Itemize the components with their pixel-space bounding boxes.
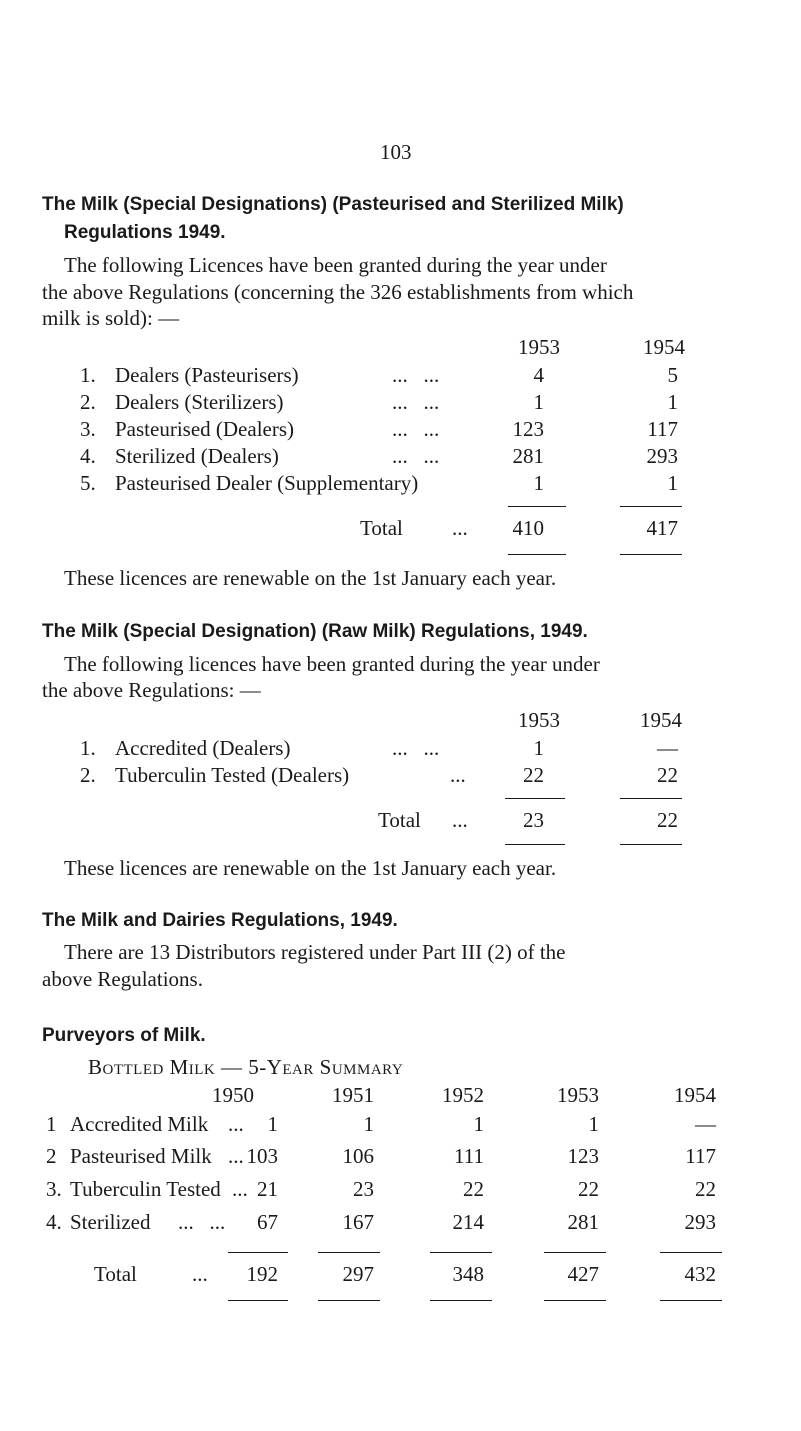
leader-dots: ... ...	[392, 417, 440, 441]
total-rule	[508, 554, 566, 555]
value-1954: 293	[684, 1210, 716, 1234]
value-1954: 1	[667, 390, 678, 414]
paragraph-line: The following licences have been granted during the year under	[64, 652, 600, 676]
total-rule	[318, 1300, 380, 1301]
section-heading: The Milk (Special Designation) (Raw Milk) Regulations, 1949.	[42, 621, 588, 642]
row-number: 2	[46, 1144, 57, 1168]
column-header-1954: 1954	[674, 1083, 716, 1107]
row-number: 5.	[80, 471, 96, 495]
row-label: Accredited (Dealers)	[115, 736, 291, 760]
leader-dots: ... ...	[392, 390, 440, 414]
value-1953: 1	[588, 1112, 599, 1136]
column-header-1950: 1950	[212, 1083, 254, 1107]
subtotal-rule	[505, 798, 565, 799]
value-1950: 103	[246, 1144, 278, 1168]
total-1954: 22	[657, 808, 678, 832]
subtotal-rule	[620, 798, 682, 799]
total-rule	[620, 554, 682, 555]
value-1953: 1	[533, 390, 544, 414]
value-1954: 117	[647, 417, 678, 441]
total-1950: 192	[246, 1262, 278, 1286]
row-label: Pasteurised Milk	[70, 1144, 212, 1168]
row-number: 2.	[80, 390, 96, 414]
value-1953: 4	[533, 363, 544, 387]
row-label: Tuberculin Tested	[70, 1177, 221, 1201]
row-number: 4.	[46, 1210, 62, 1234]
total-label: Total	[360, 516, 403, 540]
row-number: 3.	[80, 417, 96, 441]
value-1954: —	[695, 1112, 716, 1136]
total-1953: 427	[567, 1262, 599, 1286]
column-header-1954: 1954	[640, 708, 682, 732]
paragraph-line: the above Regulations: —	[42, 678, 261, 702]
value-1954: —	[657, 736, 678, 760]
value-1953: 123	[512, 417, 544, 441]
leader-dots: ...	[228, 1112, 244, 1136]
row-number: 1	[46, 1112, 57, 1136]
row-label: Tuberculin Tested (Dealers)	[115, 763, 350, 787]
column-header-1953: 1953	[518, 335, 560, 359]
leader-dots: ... ...	[392, 363, 440, 387]
section-heading-cont: Regulations 1949.	[64, 222, 226, 243]
table-title: Bottled Milk — 5-Year Summary	[88, 1055, 404, 1079]
total-1953: 23	[523, 808, 544, 832]
value-1953: 123	[567, 1144, 599, 1168]
row-number: 1.	[80, 363, 96, 387]
column-header-1952: 1952	[442, 1083, 484, 1107]
leader-dots: ... ...	[392, 736, 440, 760]
subtotal-rule	[318, 1252, 380, 1253]
value-1953: 1	[533, 736, 544, 760]
leader-dots: ...	[452, 516, 468, 540]
row-label: Dealers (Pasteurisers)	[115, 363, 299, 387]
section-heading: The Milk and Dairies Regulations, 1949.	[42, 910, 398, 931]
section-heading: The Milk (Special Designations) (Pasteurised and Sterilized Milk)	[42, 194, 624, 215]
paragraph-line: the above Regulations (concerning the 326 establishments from which	[42, 280, 634, 304]
value-1953: 1	[533, 471, 544, 495]
value-1953: 281	[567, 1210, 599, 1234]
paragraph-line: The following Licences have been granted during the year under	[64, 253, 607, 277]
leader-dots: ...	[192, 1262, 208, 1286]
value-1951: 1	[363, 1112, 374, 1136]
value-1952: 1	[473, 1112, 484, 1136]
row-number: 4.	[80, 444, 96, 468]
leader-dots: ...	[452, 808, 468, 832]
value-1954: 117	[685, 1144, 716, 1168]
value-1954: 22	[695, 1177, 716, 1201]
value-1950: 67	[257, 1210, 278, 1234]
section-heading: Purveyors of Milk.	[42, 1025, 206, 1046]
row-label: Pasteurised Dealer (Supplementary)	[115, 471, 419, 495]
value-1953: 22	[578, 1177, 599, 1201]
total-label: Total	[94, 1262, 137, 1286]
row-label: Sterilized	[70, 1210, 151, 1234]
value-1950: 21	[257, 1177, 278, 1201]
column-header-1953: 1953	[518, 708, 560, 732]
row-label: Dealers (Sterilizers)	[115, 390, 284, 414]
total-label: Total	[378, 808, 421, 832]
row-number: 3.	[46, 1177, 62, 1201]
renewal-note: These licences are renewable on the 1st January each year.	[64, 856, 557, 880]
subtotal-rule	[620, 506, 682, 507]
total-1952: 348	[452, 1262, 484, 1286]
leader-dots: ...	[232, 1177, 248, 1201]
total-1953: 410	[512, 516, 544, 540]
paragraph-line: milk is sold): —	[42, 306, 180, 330]
value-1951: 23	[353, 1177, 374, 1201]
row-number: 2.	[80, 763, 96, 787]
value-1953: 22	[523, 763, 544, 787]
value-1951: 167	[342, 1210, 374, 1234]
total-rule	[660, 1300, 722, 1301]
row-label: Pasteurised (Dealers)	[115, 417, 295, 441]
total-rule	[228, 1300, 288, 1301]
page-number: 103	[380, 140, 412, 164]
subtotal-rule	[544, 1252, 606, 1253]
paragraph-line: above Regulations.	[42, 967, 203, 991]
row-label: Sterilized (Dealers)	[115, 444, 279, 468]
subtotal-rule	[430, 1252, 492, 1253]
value-1954: 293	[646, 444, 678, 468]
row-number: 1.	[80, 736, 96, 760]
value-1953: 281	[512, 444, 544, 468]
row-label: Accredited Milk	[70, 1112, 209, 1136]
subtotal-rule	[660, 1252, 722, 1253]
value-1952: 214	[452, 1210, 484, 1234]
total-rule	[620, 844, 682, 845]
value-1954: 5	[667, 363, 678, 387]
value-1952: 111	[454, 1144, 484, 1168]
total-rule	[430, 1300, 492, 1301]
renewal-note: These licences are renewable on the 1st January each year.	[64, 566, 557, 590]
leader-dots: ... ...	[178, 1210, 226, 1234]
value-1950: 1	[267, 1112, 278, 1136]
value-1954: 1	[667, 471, 678, 495]
subtotal-rule	[228, 1252, 288, 1253]
paragraph-line: There are 13 Distributors registered under Part III (2) of the	[64, 940, 566, 964]
value-1952: 22	[463, 1177, 484, 1201]
value-1951: 106	[342, 1144, 374, 1168]
column-header-1954: 1954	[643, 335, 685, 359]
column-header-1951: 1951	[332, 1083, 374, 1107]
value-1954: 22	[657, 763, 678, 787]
total-1951: 297	[342, 1262, 374, 1286]
column-header-1953: 1953	[557, 1083, 599, 1107]
leader-dots: ... ...	[392, 444, 440, 468]
leader-dots: ...	[228, 1144, 244, 1168]
leader-dots: ...	[450, 763, 466, 787]
total-rule	[544, 1300, 606, 1301]
subtotal-rule	[508, 506, 566, 507]
total-1954: 417	[646, 516, 678, 540]
total-rule	[505, 844, 565, 845]
total-1954: 432	[684, 1262, 716, 1286]
